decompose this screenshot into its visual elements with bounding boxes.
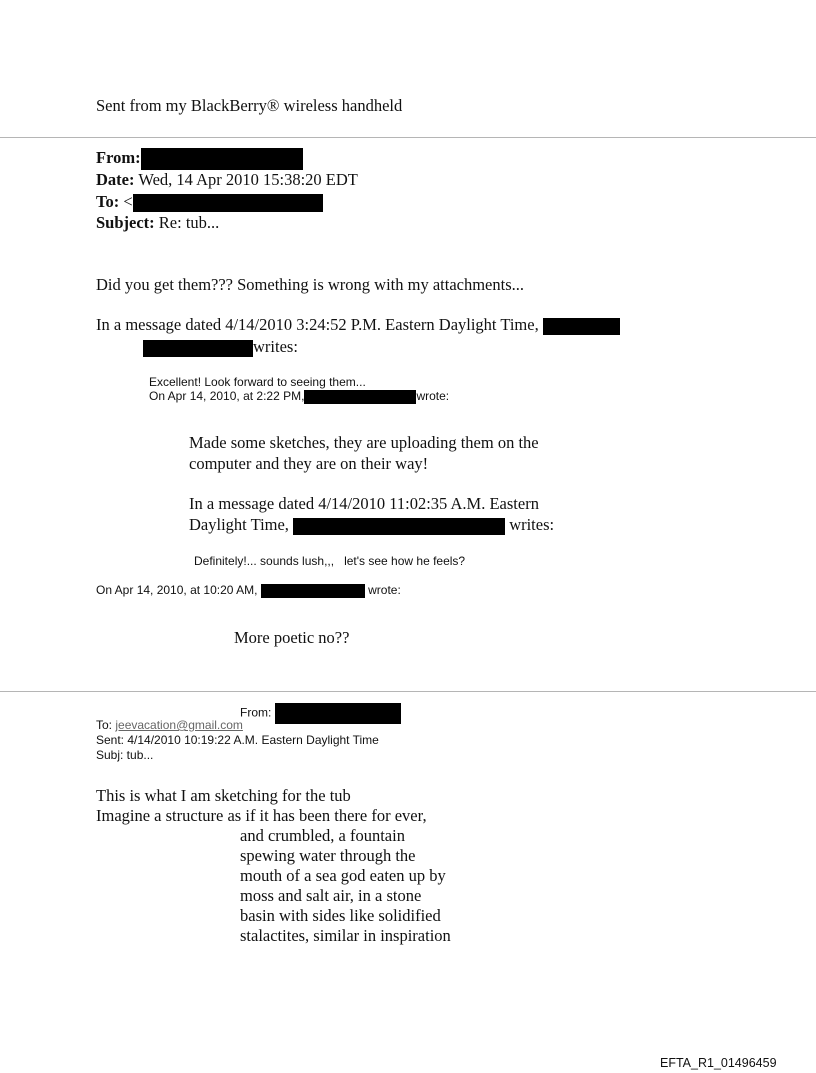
document-id: EFTA_R1_01496459: [660, 1056, 777, 1070]
subject-label: Subject:: [96, 213, 155, 232]
body-indented-line: moss and salt air, in a stone: [240, 886, 422, 905]
redaction: [293, 518, 505, 535]
body-indented-line: stalactites, similar in inspiration: [240, 926, 451, 945]
quote2-line1: Excellent! Look forward to seeing them...: [149, 375, 366, 389]
from-row: [96, 148, 303, 170]
subject-value: Re: tub...: [158, 213, 220, 232]
redaction: [133, 194, 323, 212]
quote6-line: More poetic no??: [234, 628, 350, 647]
redaction: [261, 584, 365, 598]
original-to-email-link[interactable]: jeevacation@gmail.com: [115, 718, 243, 732]
quote1-line2: [143, 337, 298, 357]
signature-line: Sent from my BlackBerry® wireless handheld: [96, 96, 403, 115]
quote5-line: [96, 583, 401, 598]
body-indented-line: mouth of a sea god eaten up by: [240, 866, 446, 885]
quote2-wrote: wrote:: [416, 389, 450, 403]
divider: [0, 137, 816, 138]
quote1-writes: writes:: [253, 337, 298, 356]
quote4-line: Definitely!... sounds lush,,, let's see how he feels?: [194, 554, 466, 568]
from-label: From:: [96, 148, 141, 167]
subject-row: [96, 213, 219, 233]
quote3-line2: computer and they are on their way!: [189, 454, 429, 473]
to-label: To:: [96, 192, 120, 211]
to-row: [96, 192, 323, 212]
quote3-prefix: Daylight Time,: [189, 515, 289, 534]
original-to-row: [96, 718, 243, 732]
quote2-line2: [149, 389, 449, 404]
quote3-line3: In a message dated 4/14/2010 11:02:35 A.M. Eastern: [189, 494, 539, 513]
original-to-label: To:: [96, 718, 113, 732]
body-indented-line: and crumbled, a fountain: [240, 826, 405, 845]
quote1-text: In a message dated 4/14/2010 3:24:52 P.M. Eastern Daylight Time,: [96, 315, 539, 334]
body-indented-line: basin with sides like solidified: [240, 906, 441, 925]
original-subj: Subj: tub...: [96, 748, 154, 762]
body-line2: Imagine a structure as if it has been there for ever,: [96, 806, 427, 825]
date-value: Wed, 14 Apr 2010 15:38:20 EDT: [138, 170, 358, 189]
redaction: [143, 340, 253, 357]
original-sent: Sent: 4/14/2010 10:19:22 A.M. Eastern Daylight Time: [96, 733, 379, 747]
quote2-prefix: On Apr 14, 2010, at 2:22 PM,: [149, 389, 305, 403]
quote1-line1: [96, 315, 620, 335]
original-from-row: [240, 703, 401, 724]
redaction: [275, 703, 401, 724]
reply-text: Did you get them??? Something is wrong with my attachments...: [96, 275, 525, 294]
quote5-prefix: On Apr 14, 2010, at 10:20 AM,: [96, 583, 258, 597]
quote3-line4: [189, 515, 554, 535]
date-label: Date:: [96, 170, 135, 189]
quote3-writes: writes:: [509, 515, 555, 534]
original-from-label: From:: [240, 705, 272, 720]
redaction: [304, 390, 416, 404]
quote3-line1: Made some sketches, they are uploading them on the: [189, 433, 539, 452]
redaction: [543, 318, 620, 335]
body-line1: This is what I am sketching for the tub: [96, 786, 351, 805]
redaction: [141, 148, 303, 170]
to-prefix: <: [123, 192, 133, 211]
divider: [0, 691, 816, 692]
body-indented-line: spewing water through the: [240, 846, 416, 865]
date-row: [96, 170, 358, 190]
quote5-wrote: wrote:: [368, 583, 401, 597]
